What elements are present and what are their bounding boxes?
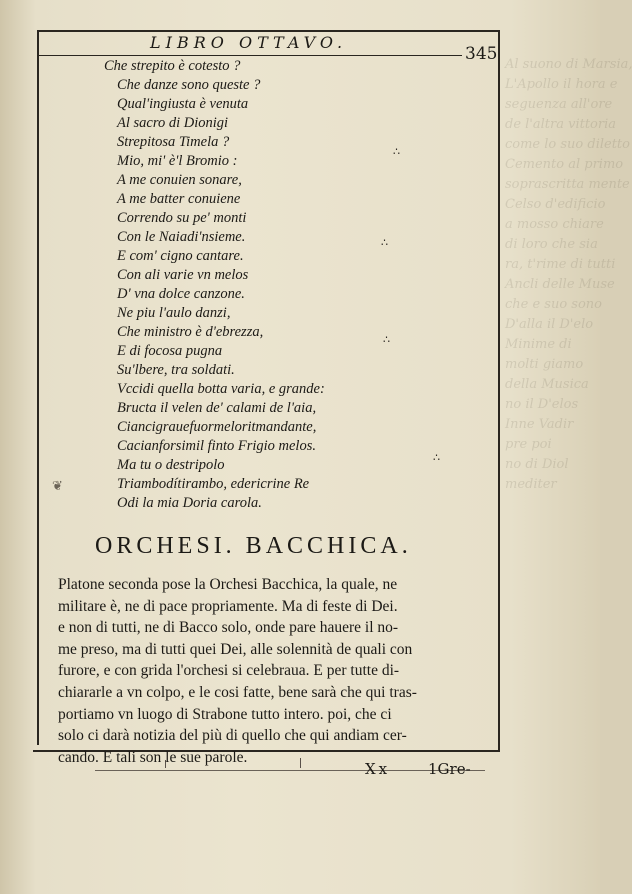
fleuron-ornament-icon: ∴ <box>433 451 441 464</box>
prose-line: chiararle a vn colpo, e le cosi fatte, bene sarà che qui tras- <box>58 683 417 701</box>
verse-line: Che ministro è d'ebrezza, <box>117 324 264 340</box>
prose-line: solo ci darà notizia del più di quello che qui andiam cer- <box>58 727 407 745</box>
section-heading: ORCHESI. BACCHICA. <box>95 533 412 559</box>
running-head: LIBRO OTTAVO. <box>150 33 348 52</box>
prose-line: portiamo vn luogo di Strabone tutto intero. poi, che ci <box>58 705 392 723</box>
verse-line: E com' cigno cantare. <box>117 248 244 264</box>
verse-line: Che danze sono queste ? <box>117 77 261 93</box>
verse-line: Su'lbere, tra soldati. <box>117 362 235 378</box>
prose-line: e non di tutti, ne di Bacco solo, onde pare hauere il no- <box>58 619 399 637</box>
frame-top-rule <box>37 30 500 32</box>
verse-line: Strepitosa Timela ? <box>117 134 230 150</box>
catchword: 1Gre- <box>428 760 471 778</box>
verse-line: A me conuien sonare, <box>117 172 242 188</box>
verse-line: Ne piu l'aulo danzi, <box>117 305 231 321</box>
verse-line: Qual'ingiusta è venuta <box>117 96 249 112</box>
prose-paragraph <box>58 574 496 768</box>
verse-line: Al sacro di Dionigi <box>117 115 229 131</box>
header-rule <box>37 55 462 56</box>
prose-line: militare è, ne di pace propriamente. Ma di feste di Dei. <box>58 597 398 615</box>
verse-line: Con le Naiadi'nsieme. <box>117 229 246 245</box>
fleuron-ornament-icon: ∴ <box>381 236 389 249</box>
page-number: 345 <box>465 44 498 64</box>
verse-line: Con ali varie vn melos <box>117 267 249 283</box>
footer-rule <box>95 770 485 771</box>
frame-right-rule <box>498 30 500 750</box>
verse-line: D' vna dolce canzone. <box>117 286 245 302</box>
verse-line: Mio, mi' è'l Bromio : <box>117 153 238 169</box>
frame-left-rule <box>37 30 39 745</box>
prose-line: furore, e con grida l'orchesi si celebraua. E per tutte di- <box>58 662 400 680</box>
verse-line: Che strepito è cotesto ? <box>104 58 241 74</box>
prose-line: Platone seconda pose la Orchesi Bacchica, la quale, ne <box>58 576 398 593</box>
verse-line: Ma tu o destripolo <box>117 457 225 473</box>
fleuron-ornament-icon: ∴ <box>383 333 391 346</box>
verse-line: Correndo su pe' monti <box>117 210 247 226</box>
printer-ornament-icon: ❦ <box>52 479 63 494</box>
signature-mark: Xx <box>365 760 391 778</box>
prose-line: me preso, ma di tutti quei Dei, alle solennità de quali con <box>58 640 413 658</box>
verse-line: Triambodítirambo, edericrine Re <box>117 476 310 492</box>
bleed-through-text: Al suono di Marsia, L'Apollo il hora e seguenza all'ore de l'altra vittoria come lo suo diletto Cemento al primo soprascritta mente Celso d'edificio a mosso chiare di loro che sia ra, t'rime di tutti Ancli delle Muse che e suo sono D'alla il D'elo Minime di molti giamo della Musica no il D'elos Inne Vadir pre poi no di Diol mediter <box>505 57 632 492</box>
prose-line: cando. E tali son le sue parole. <box>58 748 248 766</box>
fleuron-ornament-icon: ∴ <box>393 145 401 158</box>
verse-line: Bructa il velen de' calami de l'aia, <box>117 400 317 416</box>
verse-line: A me batter conuiene <box>117 191 241 207</box>
verse-line: Ciancigrauefuormeloritmandante, <box>117 419 317 435</box>
verse-line: Vccidi quella botta varia, e grande: <box>117 381 325 397</box>
verse-line: Odi la mia Doria carola. <box>117 495 262 511</box>
verse-line: E di focosa pugna <box>117 343 223 359</box>
verse-line: Cacianforsimil finto Frigio melos. <box>117 438 316 454</box>
